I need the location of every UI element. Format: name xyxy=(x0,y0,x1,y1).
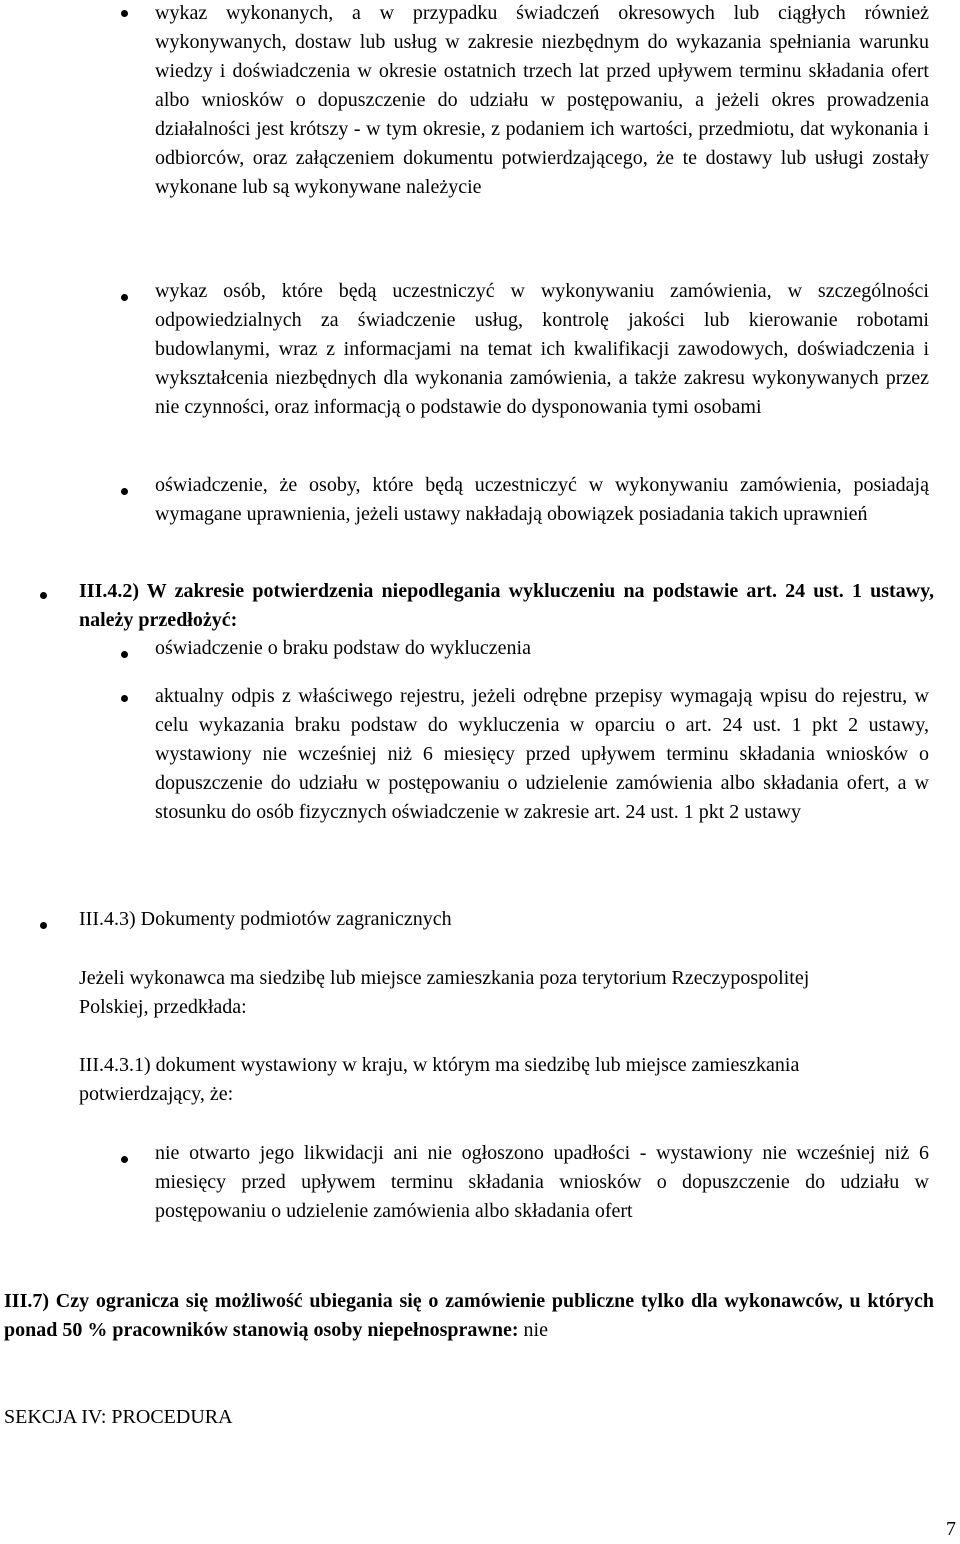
answer-text: nie xyxy=(523,1319,548,1341)
section-title: SEKCJA IV: PROCEDURA xyxy=(4,1406,233,1428)
list-item: wykaz osób, które będą uczestniczyć w wykonywaniu zamówienia, w szczególności odpowiedzialnych za świadczenie usług, kontrolę jakości lub kierowanie robotami budowlanymi, wraz z informacjami na temat ich kwalifikacji zawodowych, doświadczenia i wykształcenia niezbędnych dla wykonania zamówienia, a także zakresu wykonywanych przez nie czynności, oraz informacją o podstawie do dysponowania tymi osobami xyxy=(155,280,929,418)
bullet-icon xyxy=(121,651,128,658)
bullet-icon xyxy=(40,922,47,929)
bullet-icon xyxy=(40,592,47,599)
bullet-icon xyxy=(121,695,128,702)
bullet-icon xyxy=(121,294,128,301)
bullet-icon xyxy=(121,488,128,495)
question-text: III.7) Czy ogranicza się możliwość ubiegania się o zamówienie publiczne tylko dla wykonawców, u których ponad 50 % pracowników stanowią osoby niepełnosprawne: xyxy=(4,1290,934,1341)
list-item: aktualny odpis z właściwego rejestru, jeżeli odrębne przepisy wymagają wpisu do rejestru, w celu wykazania braku podstaw do wykluczenia w oparciu o art. 24 ust. 1 pkt 2 ustawy, wystawiony nie wcześniej niż 6 miesięcy przed upływem terminu składania wniosków o dopuszczenie do udziału w postępowaniu o udzielenie zamówienia albo składania ofert, a w stosunku do osób fizycznych oświadczenie w zakresie art. 24 ust. 1 pkt 2 ustawy xyxy=(155,685,929,823)
bullet-icon xyxy=(121,1156,128,1163)
list-item: oświadczenie o braku podstaw do wykluczenia xyxy=(155,637,531,659)
list-item: oświadczenie, że osoby, które będą uczestniczyć w wykonywaniu zamówienia, posiadają wymagane uprawnienia, jeżeli ustawy nakładają obowiązek posiadania takich uprawnień xyxy=(155,474,929,525)
section-question xyxy=(4,1287,934,1345)
section-heading: III.4.2) W zakresie potwierdzenia niepodlegania wykluczeniu na podstawie art. 24 ust. 1 ustawy, należy przedłożyć: xyxy=(79,580,934,631)
bullet-icon xyxy=(121,10,128,17)
paragraph: Jeżeli wykonawca ma siedzibę lub miejsce zamieszkania poza terytorium Rzeczypospolitej Polskiej, przedkłada: xyxy=(79,967,810,1018)
page-number: 7 xyxy=(946,1518,956,1540)
list-item: nie otwarto jego likwidacji ani nie ogłoszono upadłości - wystawiony nie wcześniej niż 6 miesięcy przed upływem terminu składania wniosków o dopuszczenie do udziału w postępowaniu o udzielenie zamówienia albo składania ofert xyxy=(155,1142,929,1222)
list-item: wykaz wykonanych, a w przypadku świadczeń okresowych lub ciągłych również wykonywanych, dostaw lub usług w zakresie niezbędnym do wykazania spełniania warunku wiedzy i doświadczenia w okresie ostatnich trzech lat przed upływem terminu składania ofert albo wniosków o dopuszczenie do udziału w postępowaniu, a jeżeli okres prowadzenia działalności jest krótszy - w tym okresie, z podaniem ich wartości, przedmiotu, dat wykonania i odbiorców, oraz załączeniem dokumentu potwierdzającego, że te dostawy lub usługi zostały wykonane lub są wykonywane należycie xyxy=(155,2,929,198)
section-heading: III.4.3) Dokumenty podmiotów zagranicznych xyxy=(79,908,452,930)
paragraph: III.4.3.1) dokument wystawiony w kraju, w którym ma siedzibę lub miejsce zamieszkania potwierdzający, że: xyxy=(79,1054,800,1105)
